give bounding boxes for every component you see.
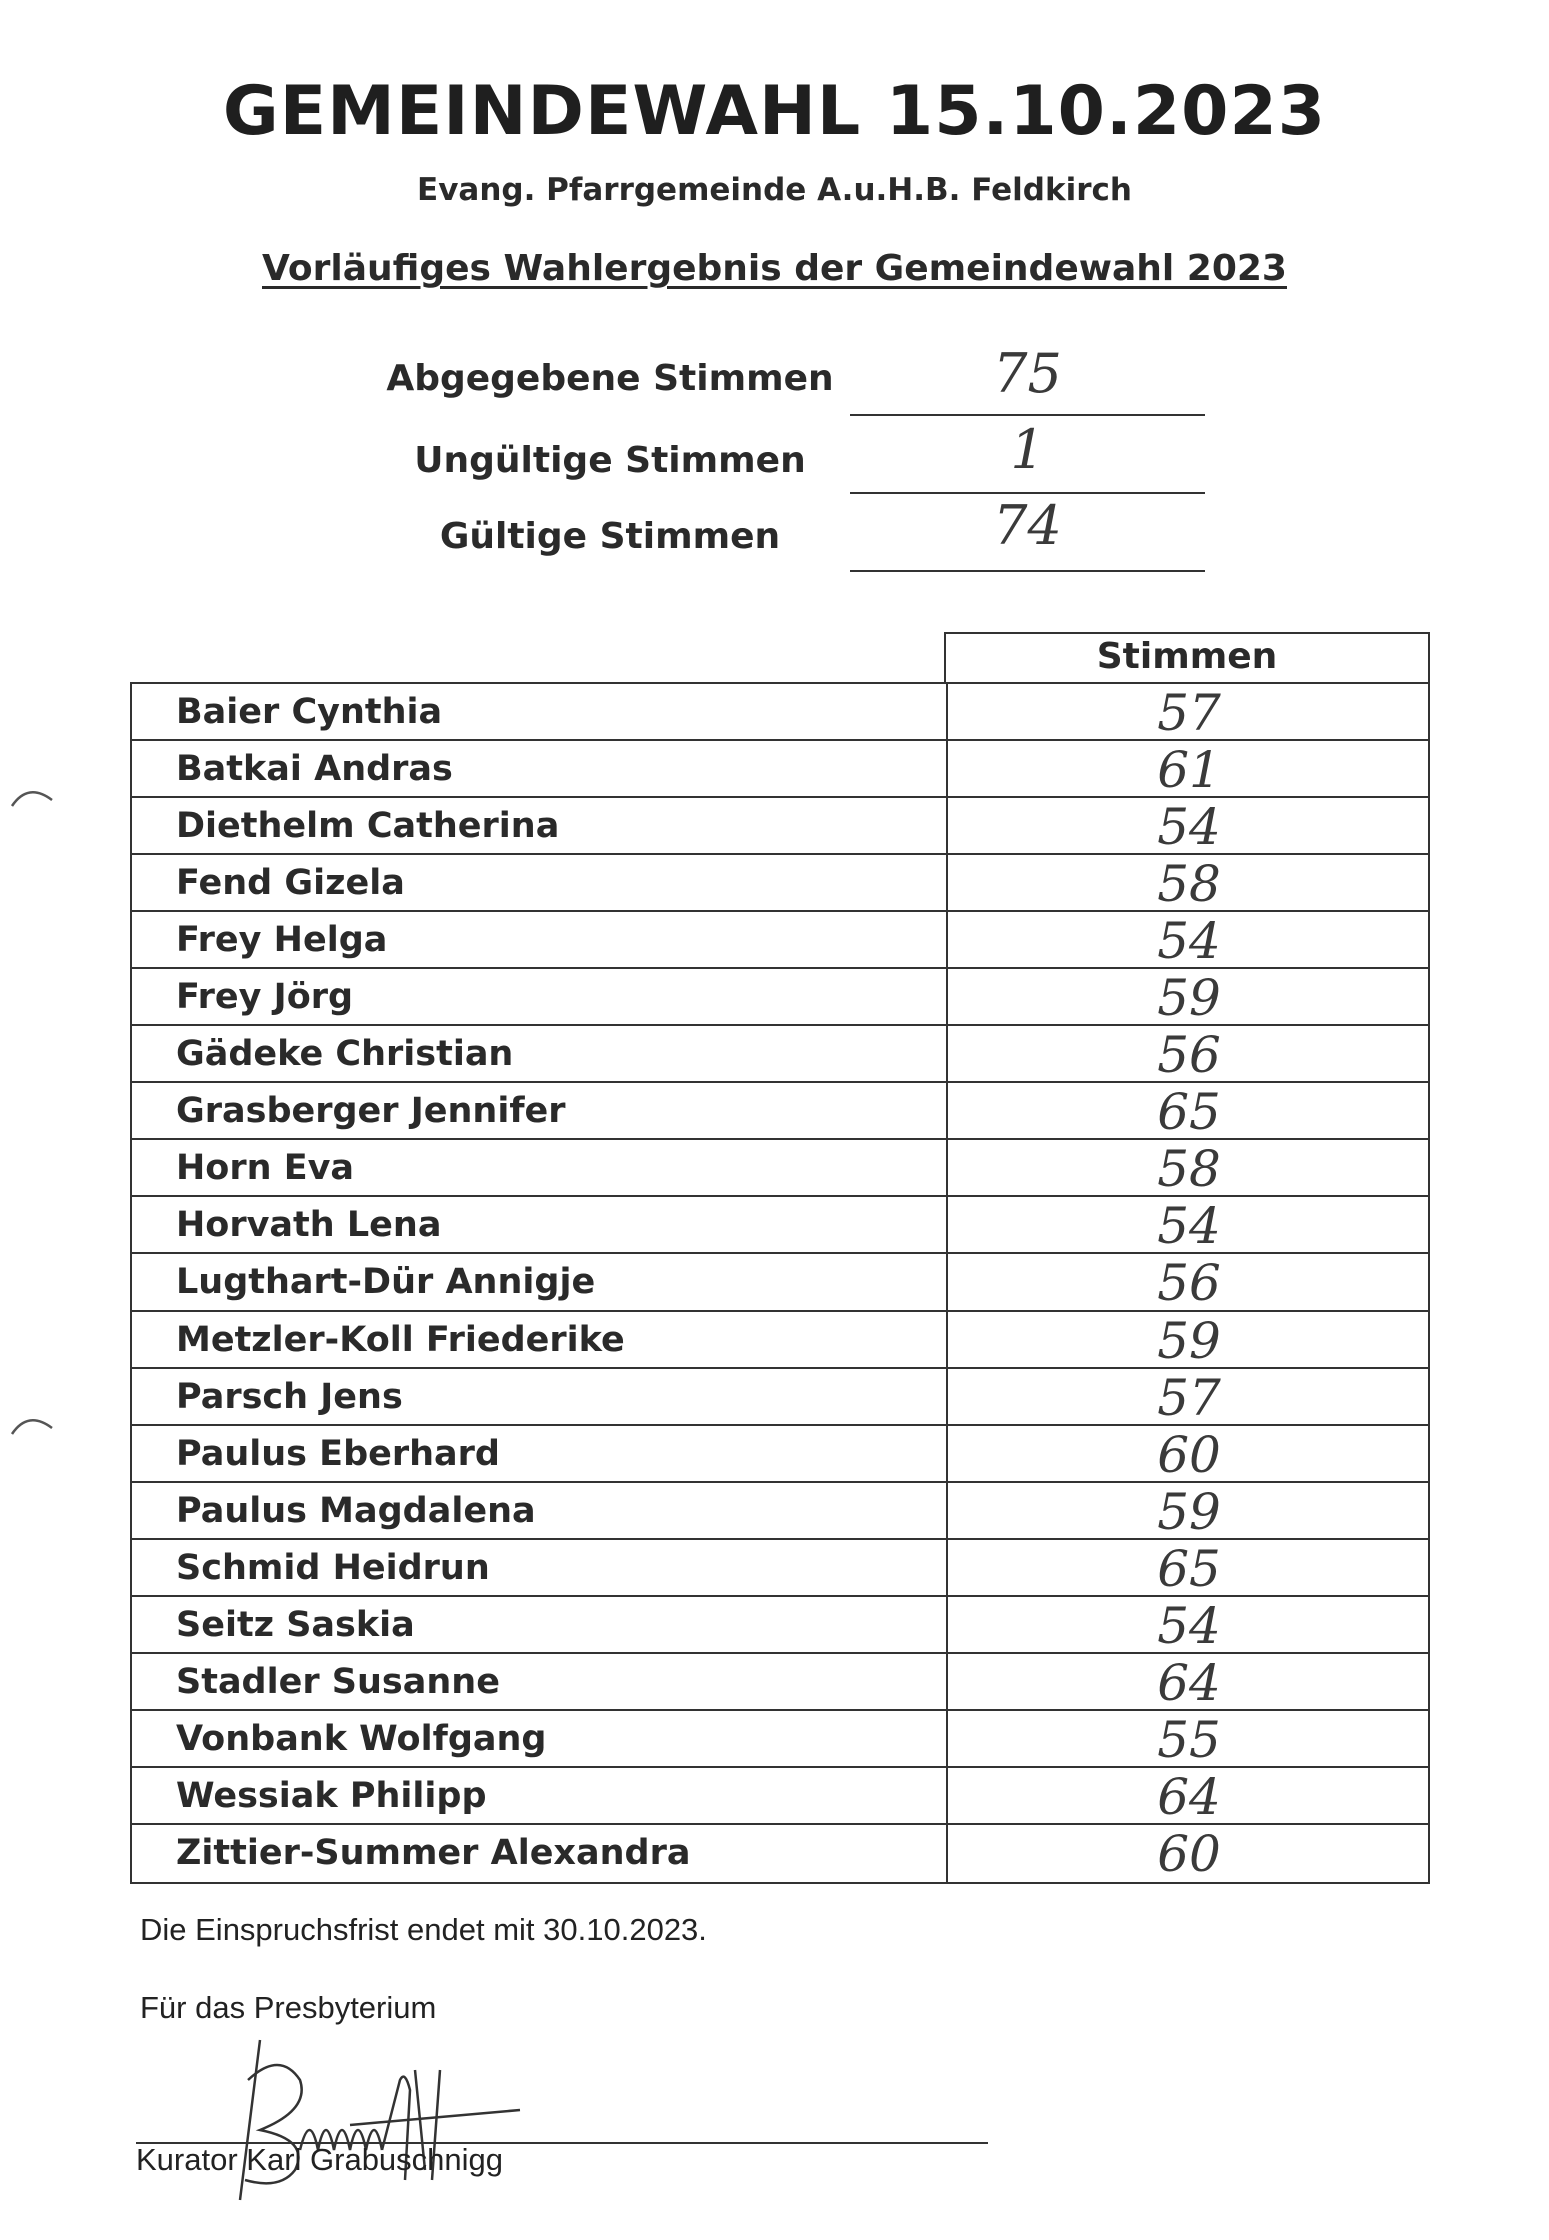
candidate-votes: 54 (1157, 798, 1221, 857)
candidate-name: Frey Jörg (176, 977, 354, 1018)
candidate-votes: 65 (1157, 1083, 1221, 1142)
table-row (132, 1312, 1428, 1369)
invalid-votes-label: Ungültige Stimmen (414, 440, 806, 481)
punch-hole-mark (8, 780, 56, 810)
candidate-votes: 54 (1157, 912, 1221, 971)
signed-for-label: Für das Presbyterium (140, 1990, 437, 2025)
candidate-name: Lugthart-Dür Annigje (176, 1262, 596, 1303)
results-table (130, 632, 1430, 1884)
table-row (132, 1711, 1428, 1768)
table-row (132, 1654, 1428, 1711)
candidate-name: Horvath Lena (176, 1205, 442, 1246)
candidate-votes: 54 (1157, 1596, 1221, 1655)
candidate-name: Zittier-Summer Alexandra (176, 1832, 691, 1873)
candidate-name: Paulus Magdalena (176, 1490, 536, 1531)
candidate-votes: 56 (1157, 1254, 1221, 1313)
curator-name: Kurator Karl Grabuschnigg (136, 2142, 504, 2177)
invalid-votes-value: 1 (1010, 418, 1045, 481)
candidate-votes: 59 (1157, 969, 1221, 1028)
candidate-name: Diethelm Catherina (176, 806, 560, 847)
table-row (132, 1540, 1428, 1597)
cast-votes-label: Abgegebene Stimmen (386, 358, 834, 399)
candidate-votes: 64 (1157, 1653, 1221, 1712)
summary-line (850, 570, 1205, 572)
candidate-votes: 64 (1157, 1767, 1221, 1826)
candidate-votes: 56 (1157, 1026, 1221, 1085)
candidate-votes: 61 (1157, 741, 1221, 800)
table-row (132, 1026, 1428, 1083)
candidate-name: Metzler-Koll Friederike (176, 1319, 625, 1360)
candidate-votes: 65 (1157, 1539, 1221, 1598)
candidate-name: Stadler Susanne (176, 1661, 500, 1702)
table-row (132, 1426, 1428, 1483)
table-row (132, 912, 1428, 969)
candidate-votes: 57 (1157, 1368, 1221, 1427)
table-row (132, 1140, 1428, 1197)
candidate-votes: 59 (1157, 1311, 1221, 1370)
table-row (132, 1369, 1428, 1426)
candidate-votes: 57 (1157, 684, 1221, 742)
valid-votes-value: 74 (993, 494, 1062, 557)
objection-deadline-note: Die Einspruchsfrist endet mit 30.10.2023. (140, 1912, 707, 1947)
table-row (132, 1483, 1428, 1540)
table-row (132, 1597, 1428, 1654)
candidate-votes: 59 (1157, 1482, 1221, 1541)
candidate-name: Frey Helga (176, 920, 388, 961)
candidate-name: Parsch Jens (176, 1376, 403, 1417)
table-row (132, 855, 1428, 912)
table-row (132, 741, 1428, 798)
document-title: GEMEINDEWAHL 15.10.2023 (222, 72, 1327, 151)
candidate-name: Grasberger Jennifer (176, 1091, 566, 1132)
cast-votes-value: 75 (993, 342, 1062, 405)
candidate-name: Vonbank Wolfgang (176, 1718, 547, 1759)
table-row (132, 798, 1428, 855)
candidate-votes: 55 (1157, 1710, 1221, 1769)
result-heading: Vorläufiges Wahlergebnis der Gemeindewahl 2023 (262, 248, 1287, 289)
candidate-name: Wessiak Philipp (176, 1775, 487, 1816)
table-row (132, 1083, 1428, 1140)
punch-hole-mark (8, 1408, 56, 1438)
table-row (132, 684, 1428, 741)
candidate-name: Seitz Saskia (176, 1604, 415, 1645)
results-grid (130, 682, 1430, 1884)
candidate-name: Schmid Heidrun (176, 1547, 490, 1588)
candidate-name: Baier Cynthia (176, 692, 443, 732)
candidate-name: Fend Gizela (176, 863, 405, 904)
candidate-votes: 60 (1157, 1824, 1221, 1883)
table-row (132, 1825, 1428, 1882)
candidate-votes: 54 (1157, 1197, 1221, 1256)
valid-votes-label: Gültige Stimmen (439, 516, 781, 557)
candidate-name: Paulus Eberhard (176, 1433, 500, 1474)
handwritten-signature (200, 2010, 540, 2210)
table-row (132, 1254, 1428, 1311)
table-row (132, 969, 1428, 1026)
candidate-name: Batkai Andras (176, 749, 453, 790)
table-row (132, 1768, 1428, 1825)
candidate-name: Horn Eva (176, 1148, 355, 1189)
summary-line (850, 414, 1205, 416)
candidate-votes: 58 (1157, 1140, 1221, 1199)
parish-name: Evang. Pfarrgemeinde A.u.H.B. Feldkirch (417, 172, 1132, 208)
candidate-votes: 60 (1157, 1425, 1221, 1484)
votes-column-header: Stimmen (1096, 636, 1278, 677)
candidate-votes: 58 (1157, 855, 1221, 914)
table-row (132, 1197, 1428, 1254)
candidate-name: Gädeke Christian (176, 1034, 514, 1075)
